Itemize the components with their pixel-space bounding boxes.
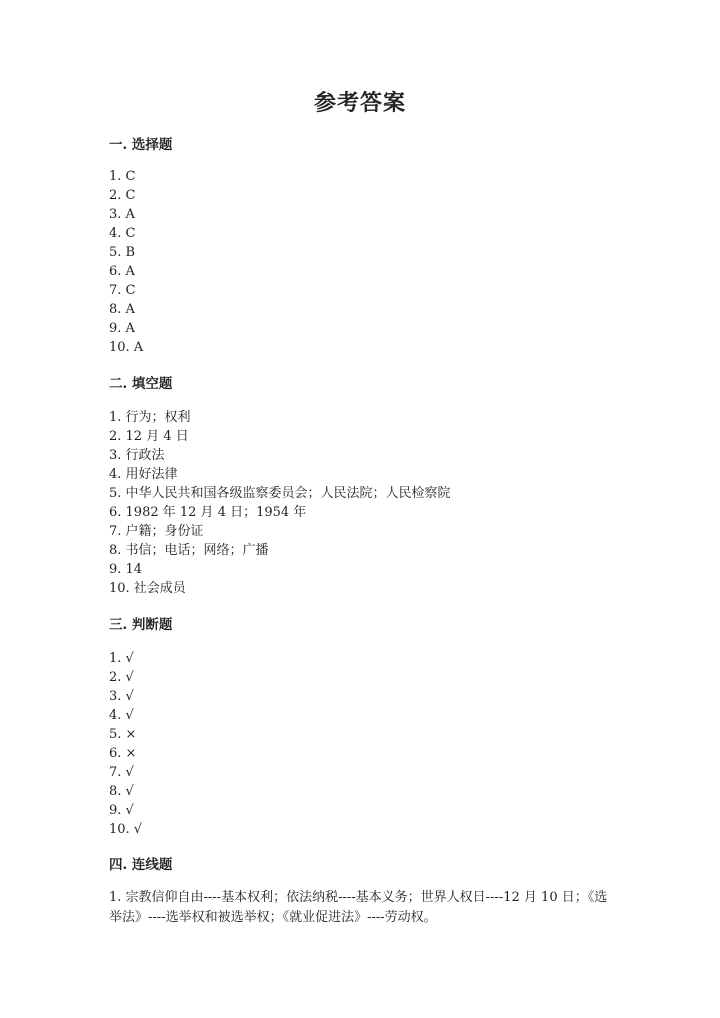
section-heading-matching: 四. 连线题 xyxy=(109,857,173,873)
list-item: 9. 14 xyxy=(109,562,143,577)
section-heading-choice: 一. 选择题 xyxy=(109,137,173,153)
list-item: 8. 书信；电话；网络；广播 xyxy=(109,543,269,558)
list-item: 7. √ xyxy=(109,765,134,780)
list-item: 1. C xyxy=(109,169,136,184)
list-item: 4. 用好法律 xyxy=(109,467,178,482)
list-item: 2. √ xyxy=(109,670,134,685)
list-item: 3. 行政法 xyxy=(109,448,165,463)
list-item: 6. A xyxy=(109,264,135,279)
list-item: 5. 中华人民共和国各级监察委员会；人民法院；人民检察院 xyxy=(109,486,451,501)
list-item: 5. × xyxy=(109,727,137,742)
choice-answers-list xyxy=(109,167,143,357)
list-item: 2. 12 月 4 日 xyxy=(109,429,189,444)
list-item: 3. √ xyxy=(109,689,134,704)
page-title: 参考答案 xyxy=(313,90,406,116)
list-item: 8. A xyxy=(109,302,135,317)
list-item: 2. C xyxy=(109,188,136,203)
list-item: 7. C xyxy=(109,283,136,298)
list-item: 6. × xyxy=(109,746,137,761)
true-false-answers-list xyxy=(109,649,142,839)
list-item: 9. A xyxy=(109,321,135,336)
section-heading-fill-in: 二. 填空题 xyxy=(109,376,173,392)
list-item: 8. √ xyxy=(109,784,134,799)
list-item: 3. A xyxy=(109,207,135,222)
list-item: 4. √ xyxy=(109,708,134,723)
list-item: 7. 户籍；身份证 xyxy=(109,524,204,539)
fill-in-answers-list xyxy=(109,408,451,598)
list-item: 10. √ xyxy=(109,822,143,837)
list-item: 1. 行为；权利 xyxy=(109,410,191,425)
list-item: 6. 1982 年 12 月 4 日；1954 年 xyxy=(109,505,307,520)
list-item: 10. 社会成员 xyxy=(109,581,186,596)
matching-answer-paragraph: 1. 宗教信仰自由----基本权利；依法纳税----基本义务；世界人权日----12 月 10 日；《选举法》----选举权和被选举权；《就业促进法》----劳动权。 xyxy=(109,890,608,925)
list-item: 10. A xyxy=(109,340,144,355)
list-item: 5. B xyxy=(109,245,136,260)
list-item: 1. √ xyxy=(109,651,134,666)
list-item: 9. √ xyxy=(109,803,134,818)
list-item: 4. C xyxy=(109,226,136,241)
section-heading-true-false: 三. 判断题 xyxy=(109,617,173,633)
